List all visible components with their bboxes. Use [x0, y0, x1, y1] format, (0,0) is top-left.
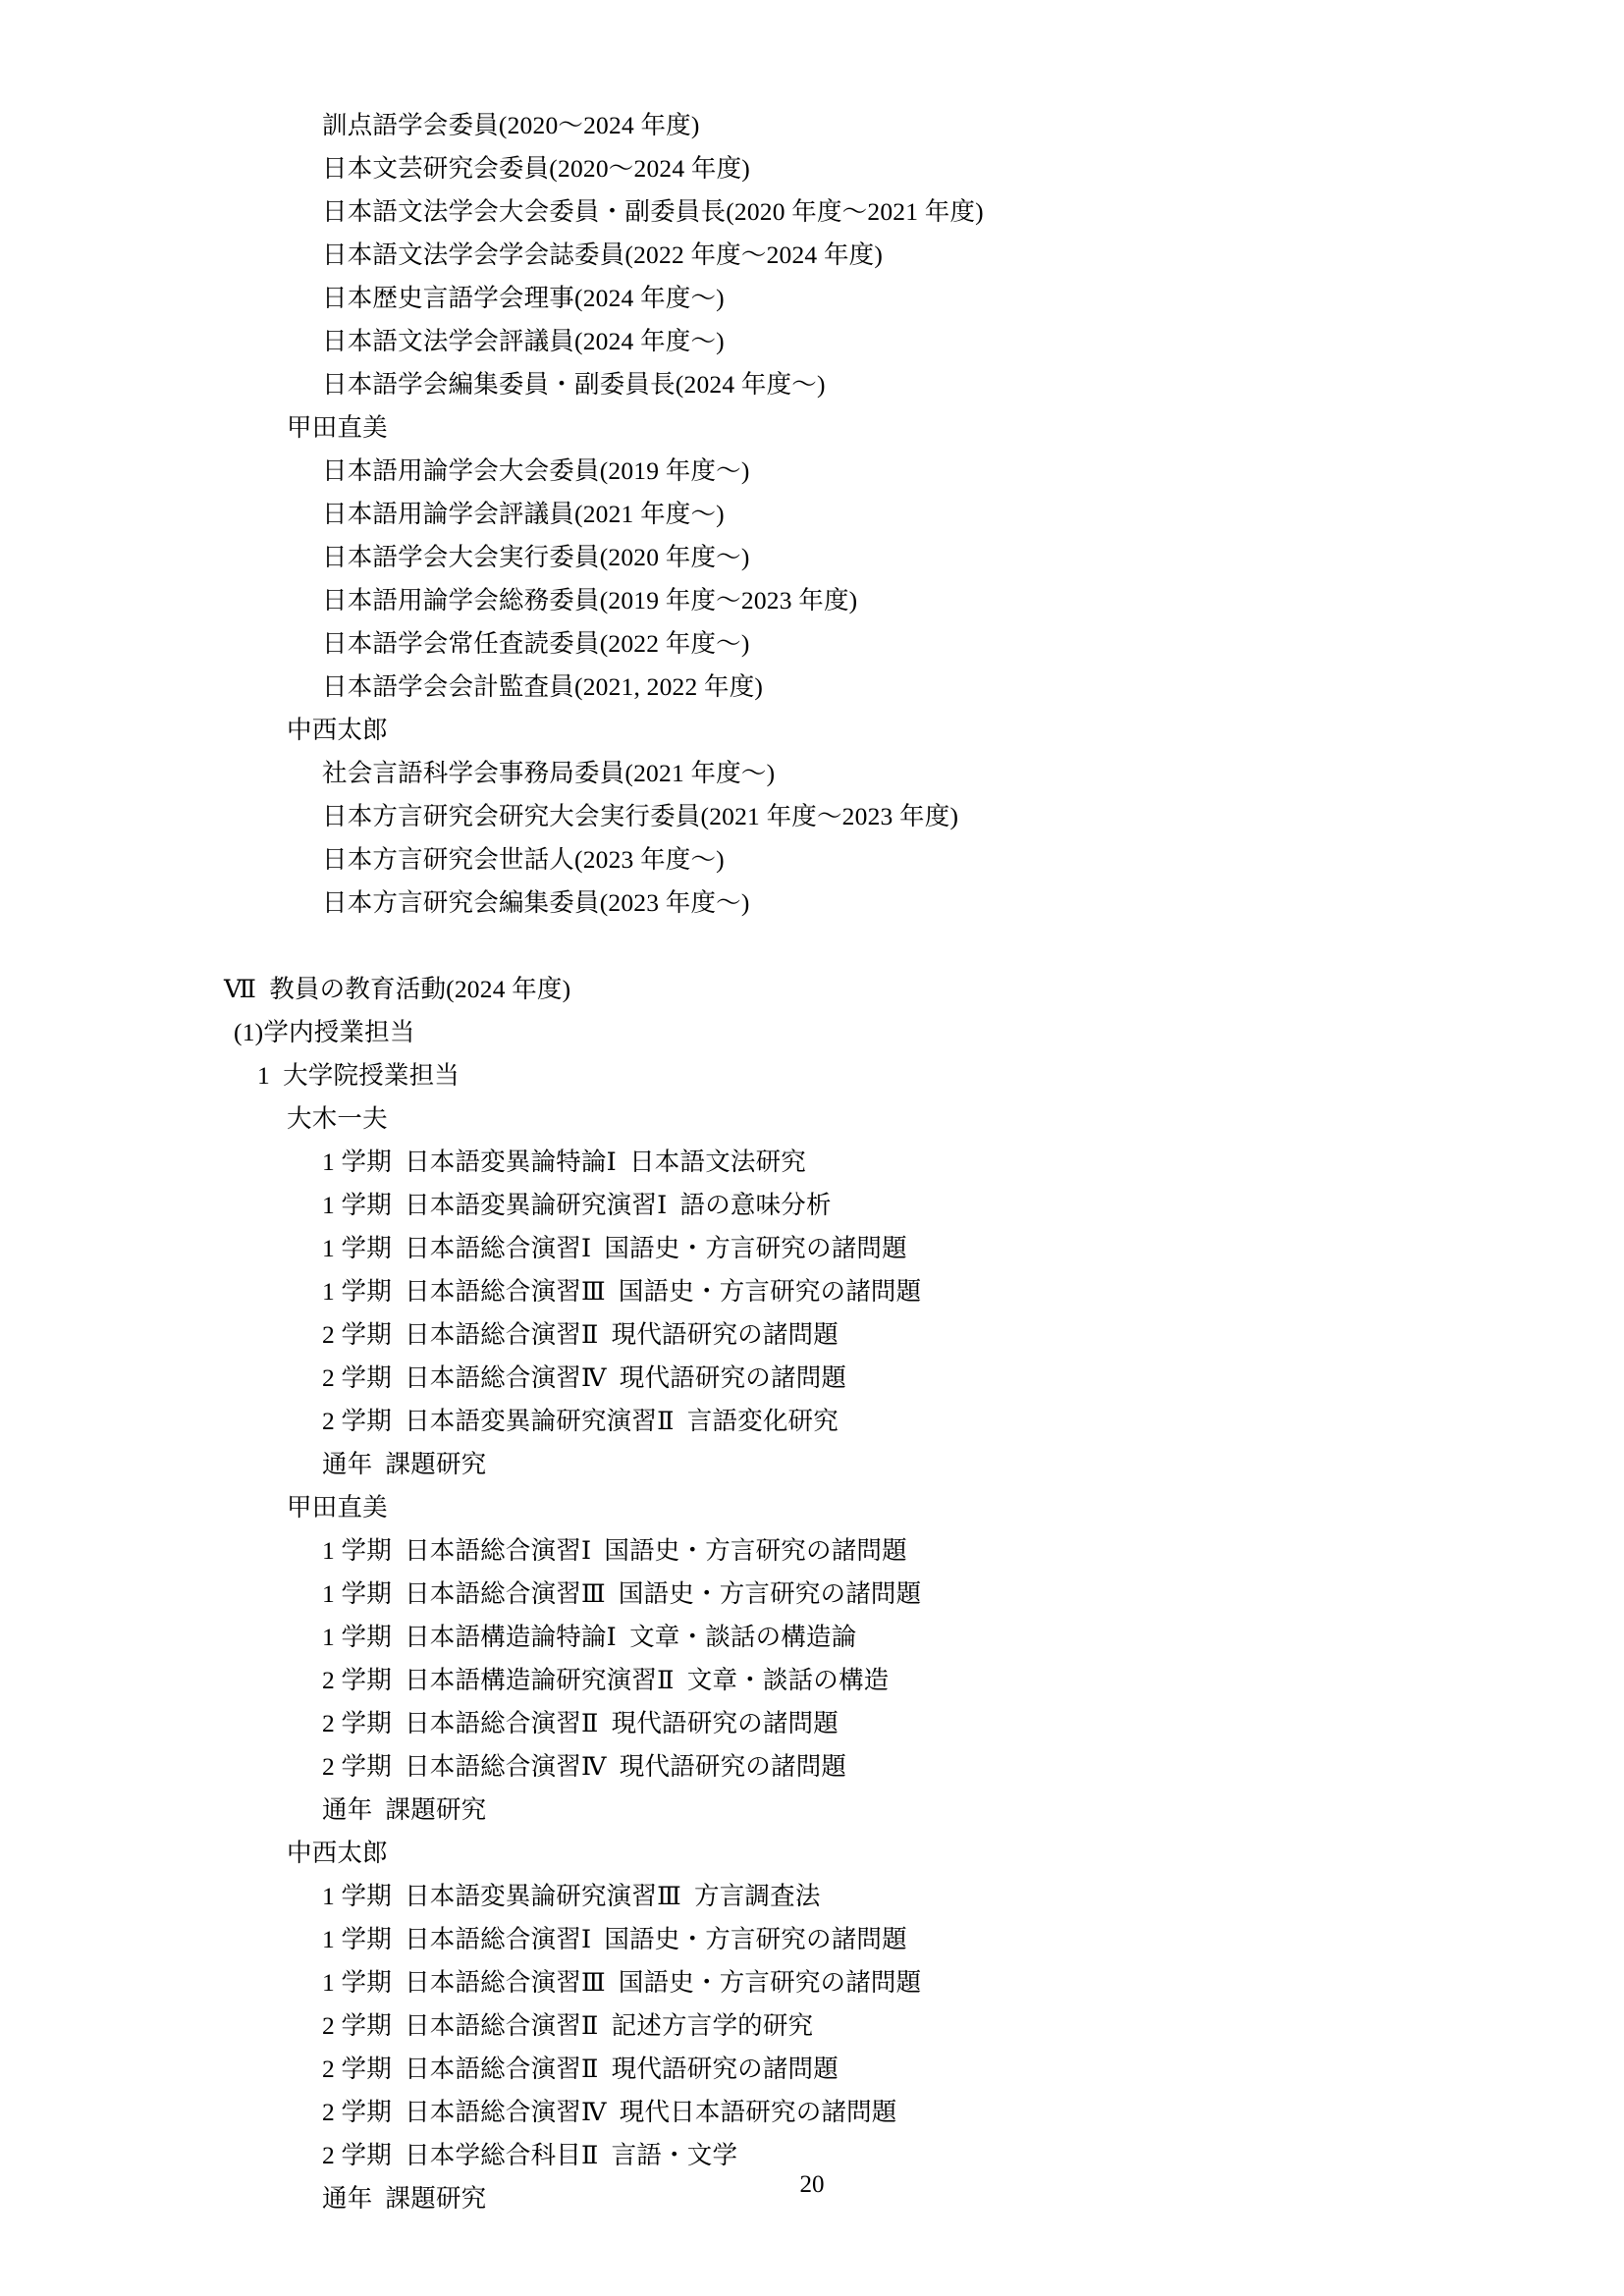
list-item: 1 学期 日本語変異論研究演習Ⅲ 方言調査法 [322, 1882, 821, 1910]
list-item: 2 学期 日本語総合演習Ⅳ 現代語研究の諸問題 [322, 1363, 847, 1392]
person-name: 甲田直美 [287, 1493, 388, 1522]
section-item-heading: 1 大学院授業担当 [257, 1061, 460, 1090]
teacher-block [0, 1486, 1624, 1832]
person-name: 甲田直美 [287, 413, 388, 442]
list-item: 1 学期 日本語総合演習Ⅰ 国語史・方言研究の諸問題 [322, 1536, 907, 1565]
person-name: 中西太郎 [287, 716, 388, 744]
person-name: 大木一夫 [287, 1104, 388, 1133]
list-item: 日本語学会大会実行委員(2020 年度〜) [322, 543, 750, 571]
committee-list-group-2 [0, 450, 1624, 709]
list-item: 日本方言研究会編集委員(2023 年度〜) [322, 888, 750, 917]
list-item: 2 学期 日本語変異論研究演習Ⅱ 言語変化研究 [322, 1407, 839, 1435]
section-spacer [0, 925, 1624, 968]
list-item: 1 学期 日本語総合演習Ⅲ 国語史・方言研究の諸問題 [322, 1579, 922, 1608]
list-item: 日本語文法学会評議員(2024 年度〜) [322, 327, 725, 355]
list-item: 1 学期 日本語変異論研究演習Ⅰ 語の意味分析 [322, 1191, 832, 1219]
section-subheading: (1)学内授業担当 [234, 1018, 415, 1046]
list-item: 日本歴史言語学会理事(2024 年度〜) [322, 284, 725, 312]
list-item: 1 学期 日本語総合演習Ⅲ 国語史・方言研究の諸問題 [322, 1968, 922, 1997]
page-number: 20 [799, 2171, 825, 2198]
teacher-block [0, 1832, 1624, 2220]
list-item: 社会言語科学会事務局委員(2021 年度〜) [322, 759, 776, 787]
list-item: 通年 課題研究 [322, 1795, 487, 1824]
list-item: 日本語用論学会総務委員(2019 年度〜2023 年度) [322, 586, 858, 614]
list-item: 日本語文法学会学会誌委員(2022 年度〜2024 年度) [322, 240, 884, 269]
list-item: 日本語学会会計監査員(2021, 2022 年度) [322, 672, 764, 701]
committee-list-group-3 [0, 752, 1624, 925]
list-item: 日本語用論学会評議員(2021 年度〜) [322, 500, 725, 528]
list-item: 2 学期 日本語構造論研究演習Ⅱ 文章・談話の構造 [322, 1666, 890, 1694]
list-item: 2 学期 日本語総合演習Ⅱ 現代語研究の諸問題 [322, 1320, 839, 1349]
list-item: 通年 課題研究 [322, 1450, 487, 1478]
list-item: 1 学期 日本語総合演習Ⅰ 国語史・方言研究の諸問題 [322, 1925, 907, 1953]
list-item: 2 学期 日本学総合科目Ⅱ 言語・文学 [322, 2141, 738, 2169]
list-item: 1 学期 日本語変異論特論Ⅰ 日本語文法研究 [322, 1148, 806, 1176]
list-item: 2 学期 日本語総合演習Ⅱ 記述方言学的研究 [322, 2011, 814, 2040]
list-item: 1 学期 日本語総合演習Ⅰ 国語史・方言研究の諸問題 [322, 1234, 907, 1262]
list-item: 日本文芸研究会委員(2020〜2024 年度) [322, 154, 750, 183]
list-item: 日本語用論学会大会委員(2019 年度〜) [322, 456, 750, 485]
list-item: 訓点語学会委員(2020〜2024 年度) [322, 111, 700, 139]
person-name: 中西太郎 [287, 1839, 388, 1867]
list-item: 2 学期 日本語総合演習Ⅳ 現代語研究の諸問題 [322, 1752, 847, 1781]
committee-list-group-1 [0, 104, 1624, 406]
list-item: 2 学期 日本語総合演習Ⅳ 現代日本語研究の諸問題 [322, 2098, 897, 2126]
list-item: 日本語文法学会大会委員・副委員長(2020 年度〜2021 年度) [322, 197, 984, 226]
list-item: 2 学期 日本語総合演習Ⅱ 現代語研究の諸問題 [322, 1709, 839, 1737]
list-item: 1 学期 日本語総合演習Ⅲ 国語史・方言研究の諸問題 [322, 1277, 922, 1306]
list-item: 通年 課題研究 [322, 2184, 487, 2213]
list-item: 2 学期 日本語総合演習Ⅱ 現代語研究の諸問題 [322, 2055, 839, 2083]
section-heading: Ⅶ 教員の教育活動(2024 年度) [224, 975, 571, 1003]
list-item: 日本方言研究会世話人(2023 年度〜) [322, 845, 725, 874]
list-item: 日本語学会編集委員・副委員長(2024 年度〜) [322, 370, 826, 399]
list-item: 日本方言研究会研究大会実行委員(2021 年度〜2023 年度) [322, 802, 959, 830]
list-item: 日本語学会常任査読委員(2022 年度〜) [322, 629, 750, 658]
teacher-block [0, 1097, 1624, 1486]
list-item: 1 学期 日本語構造論特論Ⅰ 文章・談話の構造論 [322, 1623, 857, 1651]
